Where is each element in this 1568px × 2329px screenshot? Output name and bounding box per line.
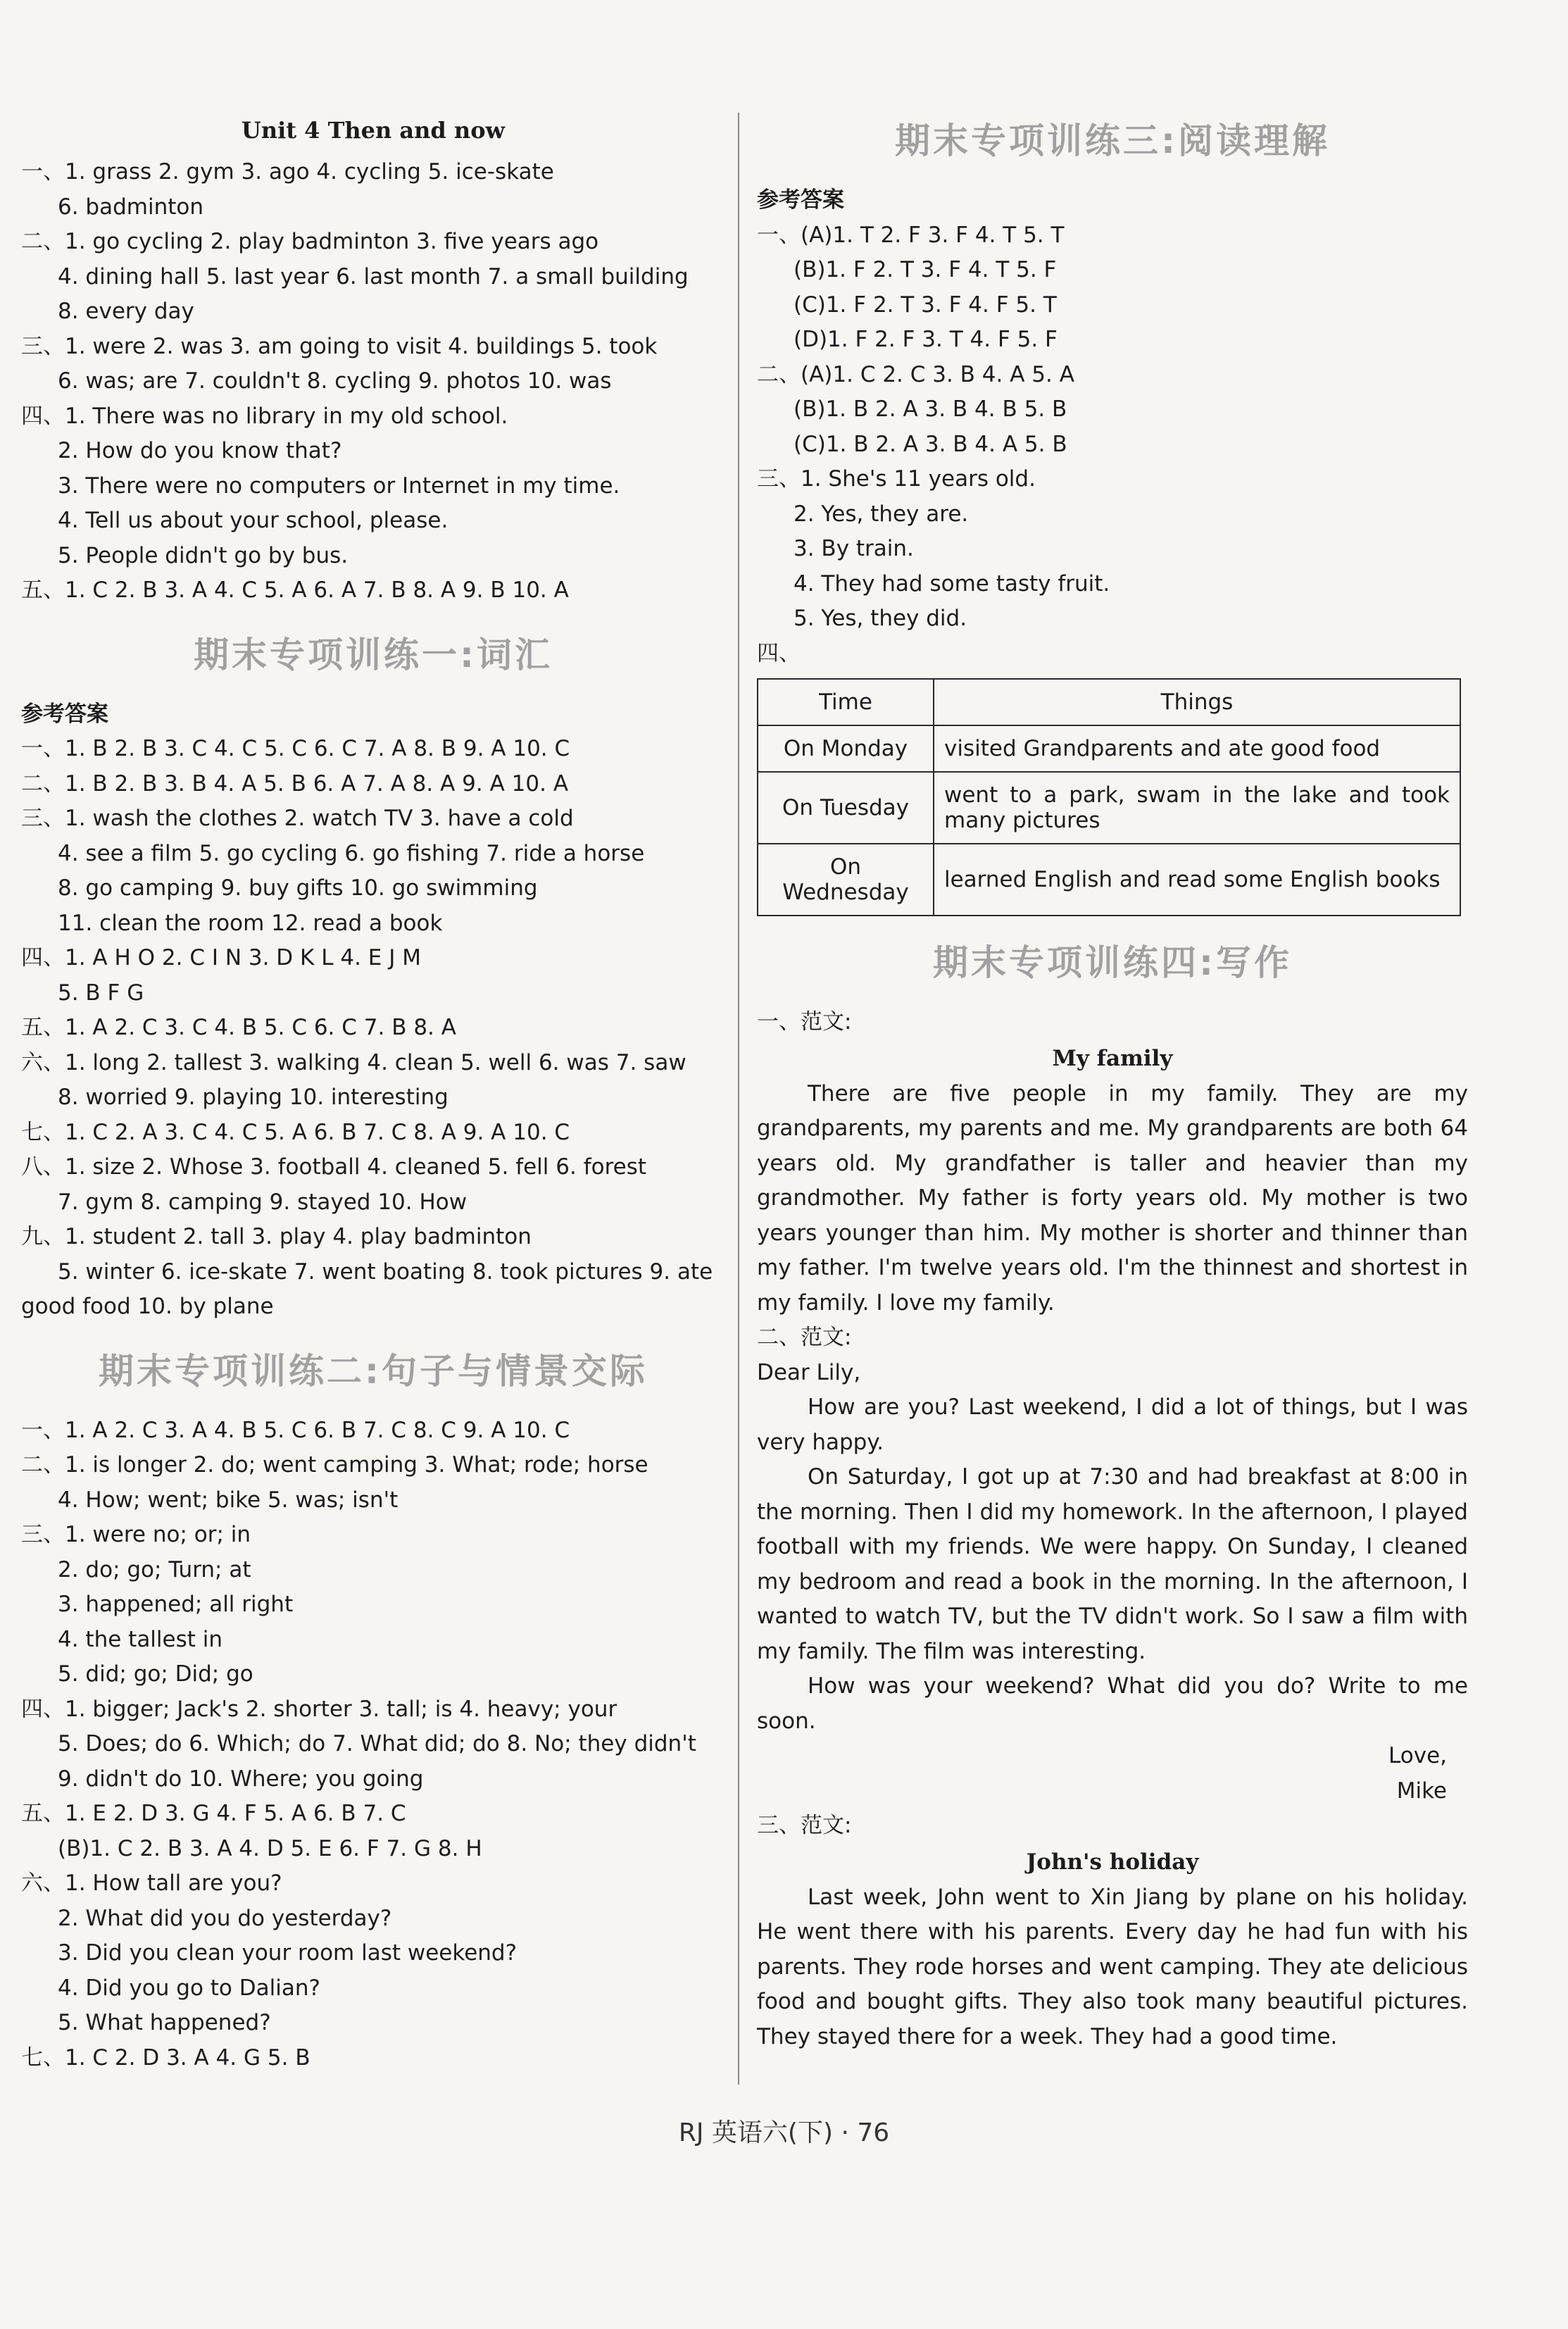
letter-paragraph: How are you? Last weekend, I did a lot of things, but I was very happy. xyxy=(757,1394,1468,1455)
answer-line: 3. happened; all right xyxy=(58,1592,294,1617)
unit-title: Unit 4 Then and now xyxy=(241,117,506,144)
answer-line: 4. Tell us about your school, please. xyxy=(58,508,449,533)
answer-line: 11. clean the room 12. read a book xyxy=(58,910,443,936)
answer-line: 4. How; went; bike 5. was; isn't xyxy=(58,1487,399,1513)
answer-line: 五、1. C 2. B 3. A 4. C 5. A 6. A 7. B 8. A 9. B 10. A xyxy=(21,577,569,603)
essay-body: Last week, John went to Xin Jiang by plane on his holiday. He went there with his parents. Every day he had fun with his parents. They rode horses and went camping. They ate delicious food and bought gifts. They also took many beautiful pictures. They stayed there for a week. They had a good time. xyxy=(757,1884,1468,2049)
letter-paragraph: How was your weekend? What did you do? Write to me soon. xyxy=(757,1673,1468,1734)
answer-line: 5. People didn't go by bus. xyxy=(58,542,349,568)
section-banner-reading: 期末专项训练三:阅读理解 xyxy=(895,120,1330,161)
answer-key-label: 参考答案 xyxy=(757,187,844,213)
answer-line: 4. Did you go to Dalian? xyxy=(58,1975,320,2001)
table-cell: On Wednesday xyxy=(758,844,934,916)
answer-line: 5. did; go; Did; go xyxy=(58,1661,253,1687)
answer-line: 一、1. A 2. C 3. A 4. B 5. C 6. B 7. C 8. C 9. A 10. C xyxy=(21,1417,570,1443)
essay-label: 二、范文: xyxy=(757,1325,852,1350)
answer-line: 4. the tallest in xyxy=(58,1626,223,1652)
answer-line: 二、1. is longer 2. do; went camping 3. What; rode; horse xyxy=(21,1452,648,1478)
answer-line: 5. Yes, they did. xyxy=(794,606,967,631)
answer-line: 5. What happened? xyxy=(58,2010,271,2035)
letter-signature: Mike xyxy=(1396,1778,1447,1804)
table-cell: visited Grandparents and ate good food xyxy=(934,725,1460,772)
answer-line: 2. Yes, they are. xyxy=(794,501,969,527)
answer-line: 一、(A)1. T 2. F 3. F 4. T 5. T xyxy=(757,222,1065,248)
left-column xyxy=(21,106,725,2075)
answer-line: 二、(A)1. C 2. C 3. B 4. A 5. A xyxy=(757,361,1074,387)
answer-line: 9. didn't do 10. Where; you going xyxy=(58,1766,424,1792)
table-row xyxy=(758,725,1460,772)
page-footer: RJ 英语六(下) · 76 xyxy=(678,2118,890,2147)
table-header-row xyxy=(758,679,1460,725)
answer-line: 5. winter 6. ice-skate 7. went boating 8. took pictures 9. ate xyxy=(58,1259,713,1285)
answer-line: 四、1. A H O 2. C I N 3. D K L 4. E J M xyxy=(21,945,421,970)
answer-line: (C)1. F 2. T 3. F 4. F 5. T xyxy=(794,292,1057,318)
answer-line: (D)1. F 2. F 3. T 4. F 5. F xyxy=(794,327,1058,352)
answer-line: 四、1. bigger; Jack's 2. shorter 3. tall; is 4. heavy; your xyxy=(21,1696,617,1722)
answer-line: 2. do; go; Turn; at xyxy=(58,1556,251,1582)
answer-line: 三、1. She's 11 years old. xyxy=(757,466,1036,492)
answer-line: 6. was; are 7. couldn't 8. cycling 9. photos 10. was xyxy=(58,368,612,394)
answer-line: 二、1. go cycling 2. play badminton 3. five years ago xyxy=(21,229,599,254)
answer-line: 四、1. There was no library in my old school. xyxy=(21,403,508,429)
answer-line: 2. What did you do yesterday? xyxy=(58,1905,392,1931)
answer-line: 一、1. grass 2. gym 3. ago 4. cycling 5. ice-skate xyxy=(21,159,554,185)
answer-line: 八、1. size 2. Whose 3. football 4. cleaned 5. fell 6. forest xyxy=(21,1154,647,1180)
answer-line: 8. worried 9. playing 10. interesting xyxy=(58,1085,449,1110)
answer-line: 5. Does; do 6. Which; do 7. What did; do 8. No; they didn't xyxy=(58,1731,696,1756)
answer-line: good food 10. by plane xyxy=(21,1294,274,1319)
vocab-answers xyxy=(21,732,725,1325)
essay-title: My family xyxy=(1052,1045,1173,1071)
answer-line: 二、1. B 2. B 3. B 4. A 5. B 6. A 7. A 8. A 9. A 10. A xyxy=(21,770,569,797)
sentence-answers xyxy=(21,1413,725,2076)
answer-line: 3. There were no computers or Internet in my time. xyxy=(58,473,620,499)
table-cell: On Monday xyxy=(758,725,934,772)
answer-line: 2. How do you know that? xyxy=(58,438,342,463)
answer-key-label: 参考答案 xyxy=(21,701,108,727)
answer-line: (B)1. C 2. B 3. A 4. D 5. E 6. F 7. G 8. H xyxy=(58,1835,482,1861)
table-cell: On Tuesday xyxy=(758,772,934,844)
table-row xyxy=(758,844,1460,916)
section-banner-sentences: 期末专项训练二:句子与情景交际 xyxy=(99,1350,648,1392)
answer-line: 3. Did you clean your room last weekend? xyxy=(58,1940,518,1966)
answer-line: 4. dining hall 5. last year 6. last month 7. a small building xyxy=(58,263,689,289)
letter-greeting: Dear Lily, xyxy=(757,1359,861,1385)
section-banner-vocab: 期末专项训练一:词汇 xyxy=(194,634,553,675)
answer-line: 4. see a film 5. go cycling 6. go fishing 7. ride a horse xyxy=(58,840,645,866)
answer-line: 6. badminton xyxy=(58,194,204,220)
table-header-cell: Things xyxy=(934,679,1460,725)
answer-line: 5. B F G xyxy=(58,980,144,1006)
table-cell: went to a park, swam in the lake and took many pictures xyxy=(934,772,1460,844)
right-column xyxy=(757,106,1468,2054)
answer-line: 七、1. C 2. A 3. C 4. C 5. A 6. B 7. C 8. A 9. A 10. C xyxy=(21,1119,570,1145)
answer-line: 一、1. B 2. B 3. C 4. C 5. C 6. C 7. A 8. B 9. A 10. C xyxy=(21,736,570,761)
section-banner-writing: 期末专项训练四:写作 xyxy=(933,942,1292,983)
letter-closing: Love, xyxy=(1388,1743,1447,1768)
essay-title: John's holiday xyxy=(1026,1849,1199,1875)
reading-answers xyxy=(757,218,1468,672)
answer-line: 四、 xyxy=(757,640,801,666)
letter-paragraph: On Saturday, I got up at 7:30 and had breakfast at 8:00 in the morning. Then I did my homework. In the afternoon, I played football with my friends. We were happy. On Sunday, I cleaned my bedroom and read a book in the morning. In the afternoon, I wanted to watch TV, but the TV didn't work. So I saw a film with my family. The film was interesting. xyxy=(757,1464,1468,1664)
answer-line: 8. every day xyxy=(58,299,194,324)
answer-line: 7. gym 8. camping 9. stayed 10. How xyxy=(58,1189,468,1215)
answer-line: 九、1. student 2. tall 3. play 4. play badminton xyxy=(21,1224,532,1249)
essay-label: 一、范文: xyxy=(757,1009,852,1035)
answer-line: 七、1. C 2. D 3. A 4. G 5. B xyxy=(21,2044,311,2071)
table-row xyxy=(758,772,1460,844)
table-header-cell: Time xyxy=(758,679,934,725)
essay-label: 三、范文: xyxy=(757,1813,852,1838)
answer-line: 六、1. long 2. tallest 3. walking 4. clean 5. well 6. was 7. saw xyxy=(21,1049,686,1075)
answer-line: 3. By train. xyxy=(794,536,914,561)
answer-line: 五、1. A 2. C 3. C 4. B 5. C 6. C 7. B 8. A xyxy=(21,1015,456,1040)
answer-line: (B)1. B 2. A 3. B 4. B 5. B xyxy=(794,397,1067,422)
answer-line: (C)1. B 2. A 3. B 4. A 5. B xyxy=(794,431,1067,457)
answer-line: 4. They had some tasty fruit. xyxy=(794,570,1110,597)
unit-answers xyxy=(21,155,725,608)
answer-line: 三、1. wash the clothes 2. watch TV 3. have a cold xyxy=(21,806,574,831)
answer-line: 8. go camping 9. buy gifts 10. go swimming xyxy=(58,875,538,901)
answer-line: (B)1. F 2. T 3. F 4. T 5. F xyxy=(794,257,1057,282)
column-divider xyxy=(738,113,739,2085)
answer-line: 五、1. E 2. D 3. G 4. F 5. A 6. B 7. C xyxy=(21,1801,406,1826)
answer-line: 六、1. How tall are you? xyxy=(21,1871,282,1896)
schedule-table xyxy=(757,678,1461,916)
answer-line: 三、1. were 2. was 3. am going to visit 4. buildings 5. took xyxy=(21,333,658,359)
answer-line: 三、1. were no; or; in xyxy=(21,1522,251,1547)
essay-body: There are five people in my family. They are my grandparents, my parents and me. My grandparents are both 64 years old. My grandfather is taller and heavier than my grandmother. My father is forty years old. My mother is two years younger than him. My mother is shorter and thinner than my father. I'm twelve years old. I'm the thinnest and shortest in my family. I love my family. xyxy=(757,1080,1468,1316)
table-cell: learned English and read some English books xyxy=(934,844,1460,916)
